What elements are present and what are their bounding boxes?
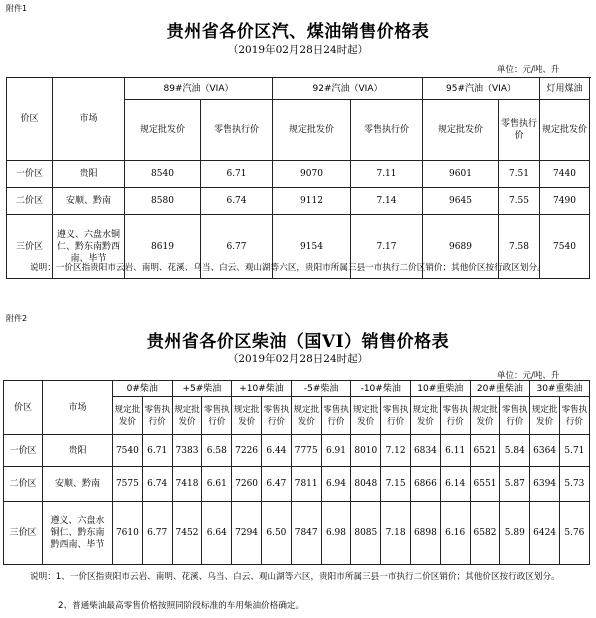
retail-price-cell: 6.94 <box>321 467 351 502</box>
price-region-cell: 一价区 <box>7 161 53 188</box>
wholesale-price-cell: 9645 <box>423 188 499 215</box>
market-cell: 遵义、六盘水铜仁、黔东南黔西南、毕节 <box>53 215 125 279</box>
header-retail-price: 零售执行价 <box>381 397 411 435</box>
market-cell: 安顺、黔南 <box>53 188 125 215</box>
header-fuel: +10#柴油 <box>232 381 292 397</box>
retail-price-cell: 5.89 <box>500 502 530 565</box>
wholesale-price-cell: 9112 <box>273 188 351 215</box>
header-market: 市场 <box>53 78 125 161</box>
retail-price-cell: 6.98 <box>321 502 351 565</box>
wholesale-price-cell: 8619 <box>125 215 201 279</box>
header-wholesale-price: 规定批发价 <box>291 397 321 435</box>
retail-price-cell: 6.16 <box>440 502 470 565</box>
price-region-cell: 二价区 <box>4 467 43 502</box>
header-wholesale-price: 规定批发价 <box>172 397 202 435</box>
price-region-cell: 三价区 <box>7 215 53 279</box>
retail-price-cell: 6.77 <box>142 502 172 565</box>
header-market: 市场 <box>43 381 113 435</box>
retail-price-cell: 5.76 <box>559 502 589 565</box>
retail-price-cell: 6.50 <box>261 502 291 565</box>
wholesale-price-cell: 8010 <box>351 435 381 467</box>
header-wholesale-price: 规定批发价 <box>411 397 441 435</box>
header-wholesale-price: 规定批发价 <box>470 397 500 435</box>
wholesale-price-cell: 7540 <box>113 435 143 467</box>
header-fuel: 30#重柴油 <box>530 381 590 397</box>
wholesale-price-cell: 7847 <box>291 502 321 565</box>
wholesale-price-cell: 9601 <box>423 161 499 188</box>
table2-note-1: 说明：1、一价区指贵阳市云岩、南明、花溪、乌当、白云、观山湖等六区，贵阳市所属三县一市执行二价区销价；其他价区按行政区划分。 <box>30 572 560 582</box>
retail-price-cell: 7.14 <box>351 188 423 215</box>
wholesale-price-cell: 7575 <box>113 467 143 502</box>
retail-price-cell: 7.18 <box>381 502 411 565</box>
wholesale-price-cell: 8580 <box>125 188 201 215</box>
market-cell: 安顺、黔南 <box>43 467 113 502</box>
header-fuel: 95#汽油（VIA） <box>423 78 540 100</box>
header-fuel: 0#柴油 <box>113 381 173 397</box>
wholesale-price-cell: 6394 <box>530 467 560 502</box>
wholesale-price-cell: 7775 <box>291 435 321 467</box>
wholesale-price-cell: 8085 <box>351 502 381 565</box>
wholesale-price-cell: 9689 <box>423 215 499 279</box>
wholesale-price-cell: 6424 <box>530 502 560 565</box>
table1-unit: 单位：元/吨、升 <box>497 65 560 75</box>
wholesale-price-cell: 7452 <box>172 502 202 565</box>
header-wholesale-price: 规定批发价 <box>232 397 262 435</box>
header-wholesale-price: 规定批发价 <box>351 397 381 435</box>
retail-price-cell: 5.84 <box>500 435 530 467</box>
retail-price-cell: 6.61 <box>202 467 232 502</box>
retail-price-cell: 5.73 <box>559 467 589 502</box>
wholesale-price-cell: 6866 <box>411 467 441 502</box>
wholesale-price-cell: 7610 <box>113 502 143 565</box>
wholesale-price-cell: 7440 <box>540 161 590 188</box>
retail-price-cell: 7.11 <box>351 161 423 188</box>
header-retail-price: 零售执行价 <box>500 397 530 435</box>
header-region: 价区 <box>4 381 43 435</box>
wholesale-price-cell: 6364 <box>530 435 560 467</box>
wholesale-price-cell: 7260 <box>232 467 262 502</box>
header-fuel: 10#重柴油 <box>411 381 471 397</box>
retail-price-cell: 6.77 <box>201 215 273 279</box>
header-region: 价区 <box>7 78 53 161</box>
retail-price-cell: 6.71 <box>201 161 273 188</box>
wholesale-price-cell: 7540 <box>540 215 590 279</box>
table-row <box>4 435 590 467</box>
wholesale-price-cell: 7490 <box>540 188 590 215</box>
retail-price-cell: 7.58 <box>499 215 540 279</box>
wholesale-price-cell: 7226 <box>232 435 262 467</box>
wholesale-price-cell: 6521 <box>470 435 500 467</box>
header-fuel: 灯用煤油 <box>540 78 590 100</box>
header-fuel: -10#柴油 <box>351 381 411 397</box>
wholesale-price-cell: 7294 <box>232 502 262 565</box>
header-fuel: +5#柴油 <box>172 381 232 397</box>
header-retail-price: 零售执行价 <box>351 100 423 161</box>
header-wholesale-price: 规定批发价 <box>423 100 499 161</box>
table1-note: 说明：一价区指贵阳市云岩、南明、花溪、乌当、白云、观山湖等六区，贵阳市所属三县一市执行二价区销价；其他价区按行政区划分。 <box>30 263 546 273</box>
retail-price-cell: 7.17 <box>351 215 423 279</box>
table-row <box>7 161 590 188</box>
retail-price-cell: 6.71 <box>142 435 172 467</box>
table-row <box>7 188 590 215</box>
table1-title: 贵州省各价区汽、煤油销售价格表 <box>166 22 430 42</box>
table2-subtitle: （2019年02月28日24时起） <box>227 353 369 365</box>
header-wholesale-price: 规定批发价 <box>530 397 560 435</box>
header-wholesale-price: 规定批发价 <box>125 100 201 161</box>
table-row <box>4 502 590 565</box>
diesel-price-table <box>3 380 590 565</box>
price-region-cell: 二价区 <box>7 188 53 215</box>
retail-price-cell: 6.58 <box>202 435 232 467</box>
wholesale-price-cell: 6582 <box>470 502 500 565</box>
wholesale-price-cell: 7811 <box>291 467 321 502</box>
retail-price-cell: 7.55 <box>499 188 540 215</box>
retail-price-cell: 5.71 <box>559 435 589 467</box>
retail-price-cell: 6.64 <box>202 502 232 565</box>
header-fuel: 89#汽油（VIA） <box>125 78 273 100</box>
market-cell: 贵阳 <box>43 435 113 467</box>
gasoline-price-table <box>6 77 590 279</box>
header-retail-price: 零售执行价 <box>142 397 172 435</box>
wholesale-price-cell: 7418 <box>172 467 202 502</box>
header-fuel: -5#柴油 <box>291 381 351 397</box>
retail-price-cell: 6.91 <box>321 435 351 467</box>
retail-price-cell: 6.14 <box>440 467 470 502</box>
retail-price-cell: 6.74 <box>142 467 172 502</box>
price-region-cell: 一价区 <box>4 435 43 467</box>
wholesale-price-cell: 9154 <box>273 215 351 279</box>
header-wholesale-price: 规定批发价 <box>540 100 590 161</box>
header-fuel: 20#重柴油 <box>470 381 530 397</box>
header-retail-price: 零售执行价 <box>440 397 470 435</box>
wholesale-price-cell: 8048 <box>351 467 381 502</box>
market-cell: 遵义、六盘水铜仁、黔东南黔西南、毕节 <box>43 502 113 565</box>
table2-title: 贵州省各价区柴油（国VI）销售价格表 <box>146 332 450 352</box>
attachment-label: 附件1 <box>6 4 28 13</box>
attachment-label: 附件2 <box>6 314 28 323</box>
table-row <box>4 467 590 502</box>
table2-unit: 单位：元/吨、升 <box>497 371 560 381</box>
retail-price-cell: 6.44 <box>261 435 291 467</box>
retail-price-cell: 6.74 <box>201 188 273 215</box>
wholesale-price-cell: 9070 <box>273 161 351 188</box>
header-wholesale-price: 规定批发价 <box>273 100 351 161</box>
header-fuel: 92#汽油（VIA） <box>273 78 423 100</box>
header-retail-price: 零售执行价 <box>202 397 232 435</box>
header-wholesale-price: 规定批发价 <box>113 397 143 435</box>
retail-price-cell: 7.51 <box>499 161 540 188</box>
header-retail-price: 零售执行价 <box>201 100 273 161</box>
market-cell: 贵阳 <box>53 161 125 188</box>
wholesale-price-cell: 7383 <box>172 435 202 467</box>
header-retail-price: 零售执行价 <box>321 397 351 435</box>
header-retail-price: 零售执行价 <box>261 397 291 435</box>
retail-price-cell: 6.11 <box>440 435 470 467</box>
wholesale-price-cell: 6834 <box>411 435 441 467</box>
retail-price-cell: 7.15 <box>381 467 411 502</box>
table2-note-2: 2、普通柴油最高零售价格按照同阶段标准的车用柴油价格确定。 <box>58 601 305 611</box>
wholesale-price-cell: 6551 <box>470 467 500 502</box>
table1-subtitle: （2019年02月28日24时起） <box>227 44 369 56</box>
wholesale-price-cell: 8540 <box>125 161 201 188</box>
retail-price-cell: 7.12 <box>381 435 411 467</box>
wholesale-price-cell: 6898 <box>411 502 441 565</box>
header-retail-price: 零售执行价 <box>559 397 589 435</box>
price-region-cell: 三价区 <box>4 502 43 565</box>
retail-price-cell: 5.87 <box>500 467 530 502</box>
retail-price-cell: 6.47 <box>261 467 291 502</box>
header-retail-price: 零售执行价 <box>499 100 540 161</box>
